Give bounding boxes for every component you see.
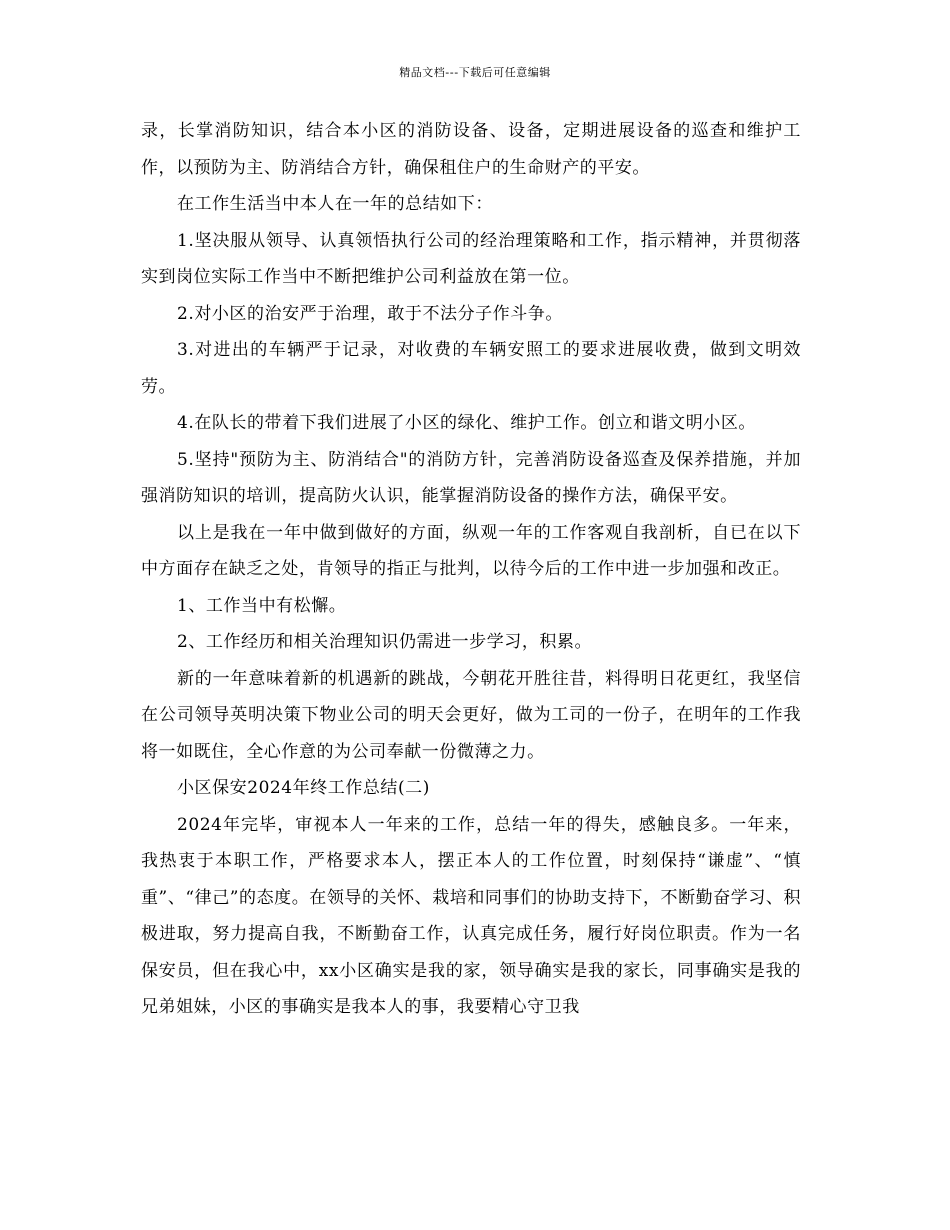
page-header: 精品文档---下载后可任意编辑 bbox=[399, 66, 551, 79]
paragraph-outlook: 新的一年意味着新的机遇新的跳战，今朝花开胜往昔，料得明日花更红，我坚信在公司领导英明决策下物业公司的明天会更好，做为工司的一份子，在明年的工作我将一如既住，全心作意的为公司奉献一份微薄之力。 bbox=[141, 668, 801, 762]
section-title: 小区保安2024年终工作总结(二) bbox=[177, 778, 430, 798]
shortcoming-item-1: 1、工作当中有松懈。 bbox=[177, 595, 347, 616]
paragraph-continuation: 录，长掌消防知识，结合本小区的消防设备、设备，定期进展设备的巡查和维护工作，以预防为主、防消结合方针，确保租住户的生命财产的平安。 bbox=[141, 121, 801, 178]
paragraph-self-review: 以上是我在一年中做到做好的方面，纵观一年的工作客观自我剖析，自已在以下中方面存在缺乏之处，肯领导的指正与批判，以待今后的工作中进一步加强和改正。 bbox=[141, 522, 801, 579]
list-item-1: 1.坚决服从领导、认真领悟执行公司的经治理策略和工作，指示精神，并贯彻落实到岗位实际工作当中不断把维护公司利益放在第一位。 bbox=[141, 230, 801, 287]
document-body bbox=[141, 113, 801, 1026]
paragraph-section-two: 2024年完毕，审视本人一年来的工作，总结一年的得失，感触良多。一年来，我热衷于本职工作，严格要求本人，摆正本人的工作位置，时刻保持“谦虚”、“慎重”、“律己”的态度。在领导的关怀、栽培和同事们的协助支持下，不断勤奋学习、积极进取，努力提高自我，不断勤奋工作，认真完成任务，履行好岗位职责。作为一名保安员，但在我心中，xx小区确实是我的家，领导确实是我的家长，同事确实是我的兄弟姐妹，小区的事确实是我本人的事，我要精心守卫我 bbox=[141, 814, 801, 1017]
paragraph-summary-intro: 在工作生活当中本人在一年的总结如下： bbox=[177, 194, 493, 214]
list-item-5: 5.坚持"预防为主、防消结合"的消防方针，完善消防设备巡查及保养措施，并加强消防知识的培训，提高防火认识，能掌握消防设备的操作方法，确保平安。 bbox=[141, 449, 801, 506]
shortcoming-item-2: 2、工作经历和相关治理知识仍需进一步学习，积累。 bbox=[177, 632, 593, 652]
list-item-3: 3.对进出的车辆严于记录，对收费的车辆安照工的要求进展收费，做到文明效劳。 bbox=[141, 340, 801, 397]
list-item-2: 2.对小区的治安严于治理，敢于不法分子作斗争。 bbox=[177, 303, 563, 324]
list-item-4: 4.在队长的带着下我们进展了小区的绿化、维护工作。创立和谐文明小区。 bbox=[177, 413, 756, 433]
